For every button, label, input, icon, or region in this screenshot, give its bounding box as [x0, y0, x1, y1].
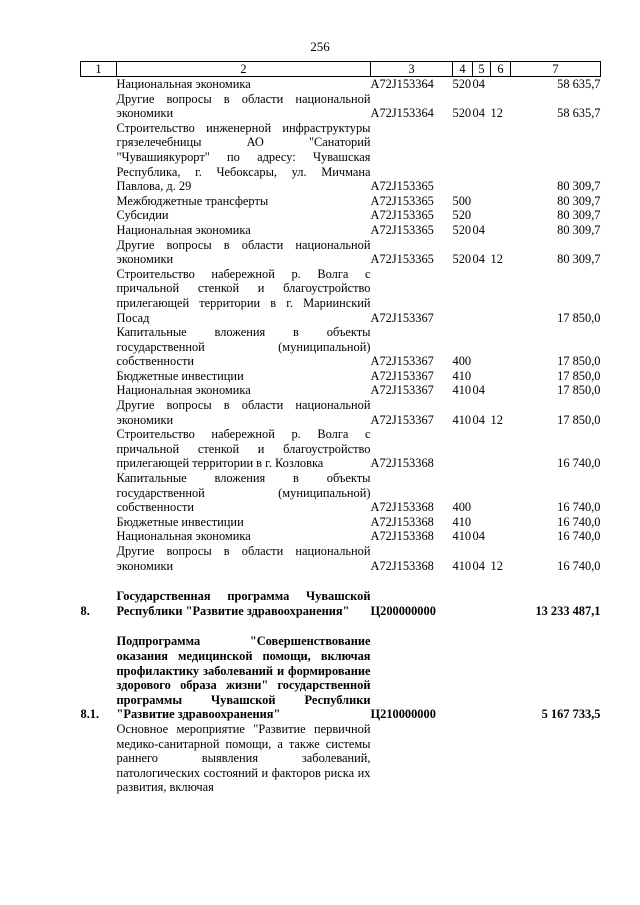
column-header: 3	[371, 62, 453, 77]
page-number: 256	[310, 39, 330, 54]
column-header-row	[81, 62, 601, 77]
table-row	[81, 369, 601, 384]
row-col5: 04	[472, 383, 485, 398]
row-col5	[473, 618, 491, 722]
row-name: Другие вопросы в области национальной экономики	[116, 544, 371, 573]
row-name: Строительство набережной р. Волга с причальной стенкой и благоустройство прилегающей территории в г. Мариинский Посад	[116, 266, 371, 325]
row-number	[81, 194, 117, 209]
table-row	[81, 208, 601, 223]
column-header: 7	[511, 62, 601, 77]
row-amount: 58 635,7	[557, 77, 601, 91]
row-col4	[453, 427, 473, 471]
row-col6	[491, 369, 511, 384]
row-col4: 410	[452, 383, 472, 398]
row-number	[81, 369, 117, 384]
table-row	[81, 223, 601, 238]
row-name: Государственная программа Чувашской Республики "Развитие здравоохранения"	[116, 589, 371, 618]
row-col5	[473, 325, 491, 369]
row-name: Национальная экономика	[116, 77, 251, 91]
row-number	[81, 238, 117, 267]
column-header: 6	[491, 62, 511, 77]
row-col5	[473, 267, 491, 325]
row-col6	[491, 529, 511, 544]
row-amount: 16 740,0	[557, 456, 601, 471]
row-number	[81, 471, 117, 515]
table-row	[81, 194, 601, 209]
row-amount: 17 850,0	[557, 368, 601, 383]
row-amount: 16 740,0	[557, 529, 601, 544]
row-col4	[453, 618, 473, 722]
row-col4: 520	[452, 252, 472, 267]
row-number	[81, 92, 117, 121]
row-col5: 04	[472, 252, 485, 267]
row-number: 8.1.	[80, 707, 100, 722]
row-code: Ц200000000	[370, 603, 436, 618]
program-row	[81, 573, 601, 618]
table-row	[81, 471, 601, 515]
row-amount: 58 635,7	[557, 106, 601, 121]
row-col6: 12	[490, 558, 503, 573]
row-amount: 17 850,0	[557, 354, 601, 369]
row-code: А72J153368	[370, 558, 434, 573]
row-name: Национальная экономика	[116, 222, 251, 237]
row-name: Бюджетные инвестиции	[116, 368, 244, 383]
row-code: А72J153367	[370, 383, 434, 398]
row-col5	[473, 194, 491, 209]
row-number	[81, 121, 117, 194]
table-row	[81, 515, 601, 530]
row-col6	[491, 194, 511, 209]
row-amount: 5 167 733,5	[541, 707, 601, 722]
row-col5	[473, 515, 491, 530]
row-col6: 12	[490, 106, 503, 121]
table-row	[81, 398, 601, 427]
row-number	[81, 398, 117, 427]
row-col6: 12	[490, 412, 503, 427]
row-code: А72J153367	[370, 368, 434, 383]
row-col4: 400	[452, 354, 472, 369]
row-code: А72J153364	[370, 77, 434, 91]
row-col4: 410	[452, 412, 472, 427]
table-row	[81, 92, 601, 121]
row-col6	[491, 121, 511, 194]
row-code: А72J153368	[370, 500, 434, 515]
row-col5	[473, 573, 491, 618]
row-col6	[491, 471, 511, 515]
row-col5: 04	[472, 529, 485, 544]
row-col4: 520	[452, 222, 472, 237]
row-amount: 80 309,7	[557, 193, 601, 208]
table-row	[81, 427, 601, 471]
row-col6	[491, 383, 511, 398]
table-row	[81, 722, 601, 795]
table-row	[81, 238, 601, 267]
row-col4	[453, 722, 473, 795]
row-col6	[491, 267, 511, 325]
row-amount: 16 740,0	[557, 558, 601, 573]
row-code: А72J153367	[370, 354, 434, 369]
table-row	[81, 77, 601, 92]
row-col5	[473, 427, 491, 471]
table-row	[81, 544, 601, 573]
row-col5: 04	[472, 106, 485, 121]
row-amount: 16 740,0	[557, 514, 601, 529]
row-col6	[491, 573, 511, 618]
row-number	[81, 267, 117, 325]
column-header: 4	[453, 62, 473, 77]
row-name: Субсидии	[116, 208, 169, 223]
table-row	[81, 267, 601, 325]
row-name: Капитальные вложения в объекты государственной (муниципальной) собственности	[116, 325, 371, 369]
row-col4	[453, 573, 473, 618]
row-code: А72J153365	[370, 222, 434, 237]
table-row	[81, 121, 601, 194]
row-number	[81, 529, 117, 544]
row-col4	[453, 121, 473, 194]
row-col5: 04	[472, 412, 485, 427]
row-col5	[473, 121, 491, 194]
row-code	[371, 722, 453, 795]
row-number	[81, 722, 117, 795]
table-row	[81, 325, 601, 369]
row-number: 8.	[80, 603, 90, 618]
row-name: Межбюджетные трансферты	[116, 193, 269, 208]
row-col6: 12	[490, 252, 503, 267]
column-header: 2	[117, 62, 371, 77]
row-code: А72J153368	[370, 529, 434, 544]
row-col5: 04	[472, 558, 485, 573]
row-col6	[491, 325, 511, 369]
row-col4: 520	[452, 77, 472, 91]
row-amount: 80 309,7	[557, 179, 601, 194]
row-code: А72J153365	[370, 252, 434, 267]
row-code: А72J153365	[370, 179, 434, 194]
row-name: Подпрограмма "Совершенствование оказания медицинской помощи, включая профилактику заболеваний и формирование здорового образа жизни" государственной программы Чувашской Республики "Развитие здравоохранения"	[116, 634, 371, 722]
row-col6	[491, 618, 511, 722]
subprogram-row	[81, 618, 601, 722]
row-name: Бюджетные инвестиции	[116, 514, 244, 529]
row-code: А72J153365	[370, 208, 434, 223]
row-col6	[491, 427, 511, 471]
row-name: Капитальные вложения в объекты государственной (муниципальной) собственности	[116, 471, 371, 515]
row-col5: 04	[472, 222, 485, 237]
row-col6	[491, 722, 511, 795]
row-code: А72J153368	[370, 456, 434, 471]
row-col6	[491, 515, 511, 530]
row-amount: 80 309,7	[557, 252, 601, 267]
row-name: Другие вопросы в области национальной экономики	[116, 398, 371, 427]
row-col4: 410	[452, 529, 472, 544]
column-header: 5	[473, 62, 491, 77]
row-col5	[473, 208, 491, 223]
row-code: А72J153364	[370, 106, 434, 121]
row-amount	[511, 722, 601, 795]
row-amount: 17 850,0	[557, 383, 601, 398]
row-code: А72J153365	[370, 193, 434, 208]
row-amount: 80 309,7	[557, 208, 601, 223]
row-name: Строительство инженерной инфраструктуры грязелечебницы АО "Санаторий "Чувашиякурорт" по адресу: Чувашская Республика, г. Чебоксары, ул. Мичмана Павлова, д. 29	[116, 120, 371, 194]
row-col4: 520	[452, 106, 472, 121]
row-name: Национальная экономика	[116, 383, 251, 398]
table-row	[81, 383, 601, 398]
row-number	[81, 77, 117, 92]
row-col4: 500	[452, 193, 472, 208]
row-amount: 80 309,7	[557, 222, 601, 237]
row-name: Другие вопросы в области национальной экономики	[116, 237, 371, 267]
row-name: Строительство набережной р. Волга с причальной стенкой и благоустройство прилегающей территории в г. Козловка	[116, 427, 371, 471]
row-amount: 17 850,0	[557, 412, 601, 427]
table-row	[81, 529, 601, 544]
row-name: Основное мероприятие "Развитие первичной медико-санитарной помощи, а также системы раннего выявления заболеваний, патологических состояний и факторов риска их развития, включая	[116, 721, 371, 795]
row-amount: 13 233 487,1	[535, 603, 601, 618]
row-col5	[473, 722, 491, 795]
column-header: 1	[81, 62, 117, 77]
row-col6	[491, 208, 511, 223]
row-number	[81, 325, 117, 369]
row-number	[81, 223, 117, 238]
budget-table	[80, 61, 601, 795]
row-number	[81, 515, 117, 530]
row-number	[81, 208, 117, 223]
row-col6	[491, 77, 511, 92]
row-col4: 520	[452, 208, 472, 223]
row-col4: 410	[452, 514, 472, 529]
row-amount: 17 850,0	[557, 310, 601, 325]
row-number	[81, 383, 117, 398]
row-number	[81, 544, 117, 573]
row-col5	[473, 471, 491, 515]
row-code: Ц210000000	[370, 707, 436, 722]
row-col4: 410	[452, 368, 472, 383]
row-name: Другие вопросы в области национальной экономики	[116, 91, 371, 121]
row-code: А72J153367	[370, 310, 434, 325]
row-col5: 04	[472, 77, 485, 91]
row-col4: 410	[452, 558, 472, 573]
row-amount: 16 740,0	[557, 500, 601, 515]
row-number	[81, 427, 117, 471]
row-code: А72J153367	[370, 412, 434, 427]
row-col4	[453, 267, 473, 325]
row-name: Национальная экономика	[116, 529, 251, 544]
row-code: А72J153368	[370, 514, 434, 529]
row-col4: 400	[452, 500, 472, 515]
row-col5	[473, 369, 491, 384]
row-col6	[491, 223, 511, 238]
